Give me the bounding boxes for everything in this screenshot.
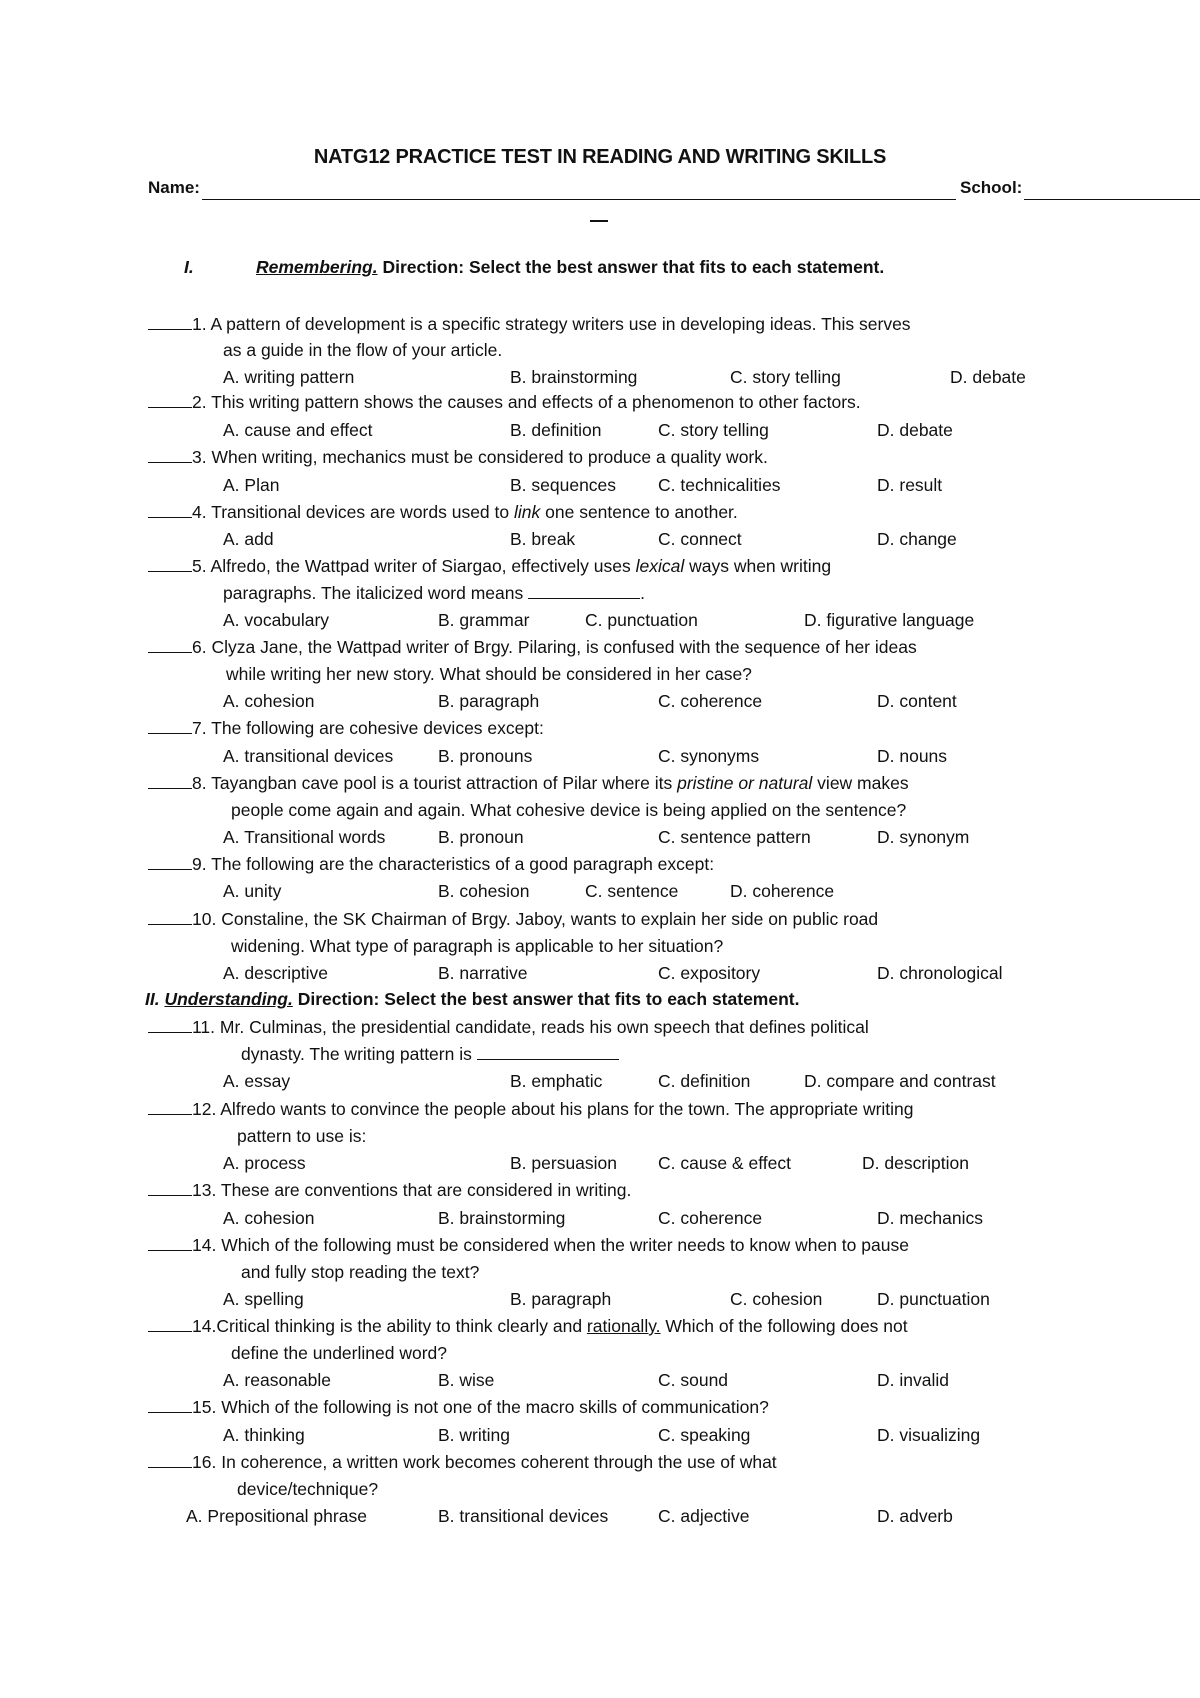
q16-choice-b[interactable]: B. transitional devices [438, 1506, 609, 1526]
q2-choice-c[interactable]: C. story telling [658, 420, 769, 440]
q9-choice-c[interactable]: C. sentence [585, 881, 679, 901]
q15-choice-a[interactable]: A. thinking [223, 1425, 305, 1445]
answer-blank[interactable] [148, 448, 192, 463]
q7-choice-c[interactable]: C. synonyms [658, 746, 760, 766]
q6-choice-b[interactable]: B. paragraph [438, 691, 540, 711]
question-5-line2: paragraphs. The italicized word means . [223, 583, 645, 603]
question-9: 9. The following are the characteristics of a good paragraph except: [148, 853, 714, 875]
q16-choice-d[interactable]: D. adverb [877, 1506, 953, 1526]
q2-choice-b[interactable]: B. definition [510, 420, 602, 440]
q4-choice-a[interactable]: A. add [223, 529, 274, 549]
answer-blank[interactable] [148, 315, 192, 330]
answer-blank[interactable] [148, 1317, 192, 1332]
q8-choice-d[interactable]: D. synonym [877, 827, 970, 847]
question-6: 6. Clyza Jane, the Wattpad writer of Brgy. Pilaring, is confused with the sequence of her ideas [148, 636, 917, 658]
q13-choice-c[interactable]: C. coherence [658, 1208, 763, 1228]
section-2-direction: Direction: Select the best answer that fits to each statement. [297, 989, 800, 1009]
q12-choice-c[interactable]: C. cause & effect [658, 1153, 791, 1173]
section-2-number: II. [145, 989, 160, 1009]
question-1-line2: as a guide in the flow of your article. [223, 340, 503, 360]
question-13: 13. These are conventions that are considered in writing. [148, 1179, 631, 1201]
q5-choice-d[interactable]: D. figurative language [804, 610, 975, 630]
q5-choice-a[interactable]: A. vocabulary [223, 610, 330, 630]
q5-choice-c[interactable]: C. punctuation [585, 610, 698, 630]
question-16-line2: device/technique? [237, 1479, 379, 1499]
q10-choice-a[interactable]: A. descriptive [223, 963, 329, 983]
question-1: 1. A pattern of development is a specific strategy writers use in developing ideas. This serves [148, 313, 911, 335]
section-2-heading [145, 989, 799, 1010]
q12-choice-a[interactable]: A. process [223, 1153, 306, 1173]
answer-blank[interactable] [148, 1181, 192, 1196]
question-11: 11. Mr. Culminas, the presidential candidate, reads his own speech that defines political [148, 1016, 869, 1038]
q15-choice-c[interactable]: C. speaking [658, 1425, 751, 1445]
answer-blank[interactable] [148, 719, 192, 734]
q2-choice-d[interactable]: D. debate [877, 420, 953, 440]
q14-choice-a[interactable]: A. spelling [223, 1289, 304, 1309]
q7-choice-a[interactable]: A. transitional devices [223, 746, 394, 766]
q15-choice-b[interactable]: B. writing [438, 1425, 510, 1445]
q13-choice-a[interactable]: A. cohesion [223, 1208, 315, 1228]
q10-choice-d[interactable]: D. chronological [877, 963, 1003, 983]
q9-choice-a[interactable]: A. unity [223, 881, 282, 901]
q9-choice-b[interactable]: B. cohesion [438, 881, 530, 901]
fill-in-blank[interactable] [528, 584, 640, 599]
q4-choice-d[interactable]: D. change [877, 529, 957, 549]
question-4: 4. Transitional devices are words used to link one sentence to another. [148, 501, 738, 523]
question-5: 5. Alfredo, the Wattpad writer of Siargao, effectively uses lexical ways when writing [148, 555, 831, 577]
question-15: 15. Which of the following is not one of the macro skills of communication? [148, 1396, 769, 1418]
q6-choice-a[interactable]: A. cohesion [223, 691, 315, 711]
q11-choice-d[interactable]: D. compare and contrast [804, 1071, 996, 1091]
question-14-line2: and fully stop reading the text? [241, 1262, 480, 1282]
question-8-line2: people come again and again. What cohesive device is being applied on the sentence? [231, 800, 907, 820]
q3-choice-c[interactable]: C. technicalities [658, 475, 781, 495]
section-1-number: I. [184, 257, 194, 277]
q6-choice-d[interactable]: D. content [877, 691, 957, 711]
section-1-title: Remembering. [256, 257, 378, 277]
answer-blank[interactable] [148, 503, 192, 518]
q11-choice-c[interactable]: C. definition [658, 1071, 751, 1091]
q7-choice-d[interactable]: D. nouns [877, 746, 948, 766]
section-1-title-row [256, 257, 884, 278]
section-1-heading [184, 257, 194, 278]
question-10-line2: widening. What type of paragraph is applicable to her situation? [231, 936, 724, 956]
q14b-choice-a[interactable]: A. reasonable [223, 1370, 331, 1390]
name-field-line[interactable] [202, 199, 956, 200]
question-8: 8. Tayangban cave pool is a tourist attraction of Pilar where its pristine or natural view makes [148, 772, 909, 794]
q3-choice-d[interactable]: D. result [877, 475, 943, 495]
q8-choice-c[interactable]: C. sentence pattern [658, 827, 811, 847]
q1-choice-d[interactable]: D. debate [950, 367, 1026, 387]
section-1-direction: Direction: Select the best answer that fits to each statement. [382, 257, 885, 277]
answer-blank[interactable] [148, 1453, 192, 1468]
question-10: 10. Constaline, the SK Chairman of Brgy. Jaboy, wants to explain her side on public road [148, 908, 878, 930]
q14b-choice-d[interactable]: D. invalid [877, 1370, 949, 1390]
question-6-line2: while writing her new story. What should be considered in her case? [226, 664, 752, 684]
answer-blank[interactable] [148, 1236, 192, 1251]
q16-choice-c[interactable]: C. adjective [658, 1506, 750, 1526]
q8-choice-a[interactable]: A. Transitional words [223, 827, 386, 847]
question-16: 16. In coherence, a written work becomes coherent through the use of what [148, 1451, 777, 1473]
q4-choice-c[interactable]: C. connect [658, 529, 742, 549]
q16-choice-a[interactable]: A. Prepositional phrase [186, 1506, 367, 1526]
answer-blank[interactable] [148, 1018, 192, 1033]
question-14: 14. Which of the following must be considered when the writer needs to know when to pause [148, 1234, 909, 1256]
question-12: 12. Alfredo wants to convince the people about his plans for the town. The appropriate writing [148, 1098, 914, 1120]
q7-choice-b[interactable]: B. pronouns [438, 746, 533, 766]
q14-choice-c[interactable]: C. cohesion [730, 1289, 823, 1309]
question-12-line2: pattern to use is: [237, 1126, 367, 1146]
q12-choice-b[interactable]: B. persuasion [510, 1153, 618, 1173]
question-7: 7. The following are cohesive devices except: [148, 717, 544, 739]
page-title: NATG12 PRACTICE TEST IN READING AND WRITING SKILLS [313, 146, 887, 168]
answer-blank[interactable] [148, 1398, 192, 1413]
name-label: Name: [148, 178, 200, 197]
q5-choice-b[interactable]: B. grammar [438, 610, 530, 630]
q1-choice-a[interactable]: A. writing pattern [223, 367, 355, 387]
q13-choice-d[interactable]: D. mechanics [877, 1208, 984, 1228]
fill-in-blank[interactable] [477, 1045, 619, 1060]
underline-overflow [590, 220, 608, 222]
q14-choice-b[interactable]: B. paragraph [510, 1289, 612, 1309]
question-11-line2: dynasty. The writing pattern is [241, 1043, 619, 1065]
answer-blank[interactable] [148, 910, 192, 925]
q6-choice-c[interactable]: C. coherence [658, 691, 763, 711]
question-3: 3. When writing, mechanics must be considered to produce a quality work. [148, 446, 768, 468]
q2-choice-a[interactable]: A. cause and effect [223, 420, 373, 440]
q10-choice-c[interactable]: C. expository [658, 963, 761, 983]
answer-blank[interactable] [148, 393, 192, 408]
answer-blank[interactable] [148, 1100, 192, 1115]
question-14b-line2: define the underlined word? [231, 1343, 447, 1363]
section-2-title: Understanding. [164, 989, 293, 1009]
question-2: 2. This writing pattern shows the causes and effects of a phenomenon to other factors. [148, 391, 861, 413]
q1-choice-c[interactable]: C. story telling [730, 367, 841, 387]
q8-choice-b[interactable]: B. pronoun [438, 827, 524, 847]
q3-choice-b[interactable]: B. sequences [510, 475, 617, 495]
school-label: School: [960, 178, 1023, 197]
answer-blank[interactable] [148, 774, 192, 789]
q14b-choice-c[interactable]: C. sound [658, 1370, 729, 1390]
q3-choice-a[interactable]: A. Plan [223, 475, 280, 495]
q14b-choice-b[interactable]: B. wise [438, 1370, 495, 1390]
answer-blank[interactable] [148, 557, 192, 572]
q12-choice-d[interactable]: D. description [862, 1153, 969, 1173]
q4-choice-b[interactable]: B. break [510, 529, 576, 549]
q9-choice-d[interactable]: D. coherence [730, 881, 835, 901]
q14-choice-d[interactable]: D. punctuation [877, 1289, 990, 1309]
q13-choice-b[interactable]: B. brainstorming [438, 1208, 566, 1228]
q11-choice-b[interactable]: B. emphatic [510, 1071, 603, 1091]
q11-choice-a[interactable]: A. essay [223, 1071, 291, 1091]
q10-choice-b[interactable]: B. narrative [438, 963, 528, 983]
question-14b: 14.Critical thinking is the ability to think clearly and rationally. Which of the following does not [148, 1315, 908, 1337]
q1-choice-b[interactable]: B. brainstorming [510, 367, 638, 387]
answer-blank[interactable] [148, 855, 192, 870]
school-field-line[interactable] [1024, 199, 1200, 200]
name-school-line [148, 176, 1054, 200]
answer-blank[interactable] [148, 638, 192, 653]
q15-choice-d[interactable]: D. visualizing [877, 1425, 981, 1445]
